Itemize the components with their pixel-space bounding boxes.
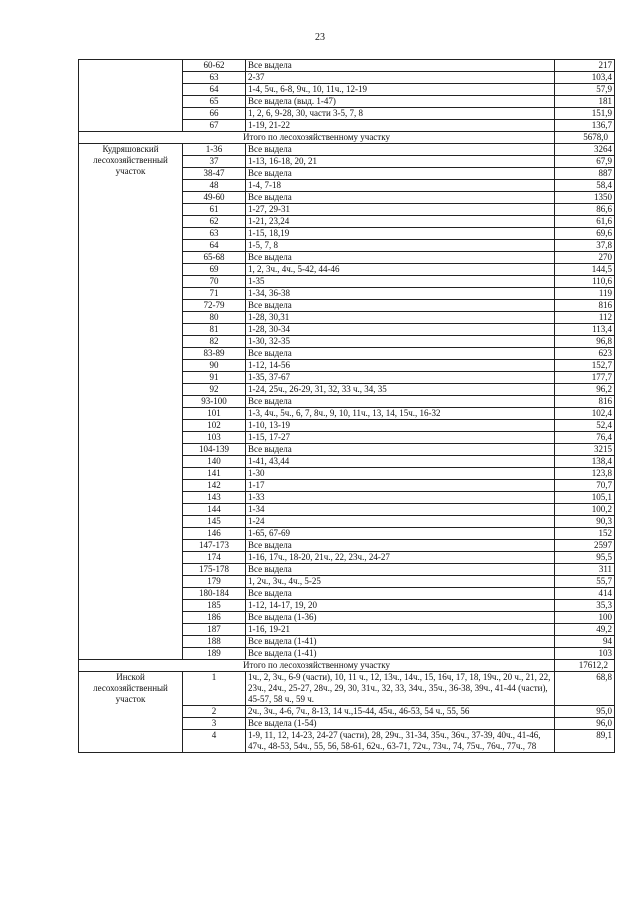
quarter-number-cell: 65-68: [183, 252, 246, 264]
allotments-cell: 1-34: [246, 504, 555, 516]
area-cell: 217: [555, 60, 615, 72]
quarter-number-cell: 1-36: [183, 144, 246, 156]
quarter-number-cell: 188: [183, 636, 246, 648]
allotments-cell: Все выдела: [246, 168, 555, 180]
area-cell: 103,4: [555, 72, 615, 84]
quarter-number-cell: 67: [183, 120, 246, 132]
table-row: [79, 672, 615, 706]
area-cell: 623: [555, 348, 615, 360]
allotments-cell: 1-12, 14-56: [246, 360, 555, 372]
quarter-number-cell: 69: [183, 264, 246, 276]
allotments-cell: 1-24, 25ч., 26-29, 31, 32, 33 ч., 34, 35: [246, 384, 555, 396]
allotments-cell: 1-35, 37-67: [246, 372, 555, 384]
allotments-cell: 1-19, 21-22: [246, 120, 555, 132]
area-cell: 61,6: [555, 216, 615, 228]
area-cell: 177,7: [555, 372, 615, 384]
area-cell: 100: [555, 612, 615, 624]
quarter-number-cell: 144: [183, 504, 246, 516]
quarter-number-cell: 61: [183, 204, 246, 216]
area-cell: 113,4: [555, 324, 615, 336]
area-cell: 55,7: [555, 576, 615, 588]
area-cell: 3215: [555, 444, 615, 456]
area-cell: 123,8: [555, 468, 615, 480]
area-cell: 105,1: [555, 492, 615, 504]
allotments-cell: Все выдела (1-54): [246, 718, 555, 730]
allotments-cell: 1-15, 17-27: [246, 432, 555, 444]
quarter-number-cell: 187: [183, 624, 246, 636]
allotments-cell: Все выдела: [246, 348, 555, 360]
quarter-number-cell: 37: [183, 156, 246, 168]
area-cell: 110,6: [555, 276, 615, 288]
quarter-number-cell: 66: [183, 108, 246, 120]
area-cell: 90,3: [555, 516, 615, 528]
table-row: [79, 144, 615, 156]
area-cell: 144,5: [555, 264, 615, 276]
quarter-number-cell: 1: [183, 672, 246, 706]
allotments-cell: 1-65, 67-69: [246, 528, 555, 540]
allotments-cell: 1-30: [246, 468, 555, 480]
subtotal-label: Итого по лесохозяйственному участку: [79, 660, 555, 672]
allotments-cell: 1-3, 4ч., 5ч., 6, 7, 8ч., 9, 10, 11ч., 13, 14, 15ч., 16-32: [246, 408, 555, 420]
area-cell: 52,4: [555, 420, 615, 432]
quarter-number-cell: 179: [183, 576, 246, 588]
allotments-cell: Все выдела: [246, 252, 555, 264]
quarter-number-cell: 101: [183, 408, 246, 420]
area-cell: 270: [555, 252, 615, 264]
subtotal-value: 17612,2: [555, 660, 615, 672]
area-cell: 112: [555, 312, 615, 324]
quarter-number-cell: 174: [183, 552, 246, 564]
allotments-cell: Все выдела: [246, 540, 555, 552]
allotments-cell: Все выдела (1-36): [246, 612, 555, 624]
table-row: [79, 60, 615, 72]
quarter-number-cell: 145: [183, 516, 246, 528]
area-cell: 119: [555, 288, 615, 300]
area-cell: 136,7: [555, 120, 615, 132]
quarter-number-cell: 70: [183, 276, 246, 288]
area-cell: 102,4: [555, 408, 615, 420]
allotments-cell: 1-41, 43,44: [246, 456, 555, 468]
allotments-cell: 1-9, 11, 12, 14-23, 24-27 (части), 28, 29ч., 31-34, 35ч., 36ч., 37-39, 40ч., 41-46, 47ч., 48-53, 54ч., 55, 56, 58-61, 62ч., 63-71, 72ч., 73ч., 74, 75ч., 76ч., 77ч., 78: [246, 730, 555, 753]
quarter-number-cell: 63: [183, 72, 246, 84]
quarter-number-cell: 3: [183, 718, 246, 730]
allotments-cell: 2-37: [246, 72, 555, 84]
area-cell: 414: [555, 588, 615, 600]
quarter-number-cell: 140: [183, 456, 246, 468]
allotments-cell: 1-16, 19-21: [246, 624, 555, 636]
subtotal-value: 5678,0: [555, 132, 615, 144]
allotments-cell: 1-17: [246, 480, 555, 492]
area-cell: 311: [555, 564, 615, 576]
area-cell: 37,8: [555, 240, 615, 252]
allotments-cell: 1-10, 13-19: [246, 420, 555, 432]
area-cell: 57,9: [555, 84, 615, 96]
area-cell: 96,0: [555, 718, 615, 730]
quarter-number-cell: 64: [183, 84, 246, 96]
quarter-number-cell: 180-184: [183, 588, 246, 600]
quarter-number-cell: 65: [183, 96, 246, 108]
area-cell: 887: [555, 168, 615, 180]
allotments-cell: 1-4, 5ч., 6-8, 9ч., 10, 11ч., 12-19: [246, 84, 555, 96]
allotments-cell: Все выдела: [246, 588, 555, 600]
quarter-number-cell: 186: [183, 612, 246, 624]
allotments-cell: 1, 2, 3ч., 4ч., 5-42, 44-46: [246, 264, 555, 276]
quarter-number-cell: 146: [183, 528, 246, 540]
allotments-cell: 1ч., 2, 3ч., 6-9 (части), 10, 11 ч., 12, 13ч., 14ч., 15, 16ч, 17, 18, 19ч., 20 ч., 21, 22, 23ч., 24ч., 25-27, 28ч., 29, 30, 31ч., 32, 33, 34ч., 35ч., 36-38, 39ч., 41-44 (части), 45-57, 58 ч., 59 ч.: [246, 672, 555, 706]
quarter-number-cell: 92: [183, 384, 246, 396]
quarter-number-cell: 189: [183, 648, 246, 660]
area-cell: 67,9: [555, 156, 615, 168]
quarter-number-cell: 141: [183, 468, 246, 480]
allotments-cell: 1-28, 30,31: [246, 312, 555, 324]
area-cell: 2597: [555, 540, 615, 552]
quarter-number-cell: 81: [183, 324, 246, 336]
allotments-cell: 1-4, 7-18: [246, 180, 555, 192]
area-cell: 35,3: [555, 600, 615, 612]
area-cell: 70,7: [555, 480, 615, 492]
quarter-number-cell: 63: [183, 228, 246, 240]
quarter-number-cell: 91: [183, 372, 246, 384]
area-cell: 49,2: [555, 624, 615, 636]
quarter-number-cell: 80: [183, 312, 246, 324]
quarter-number-cell: 71: [183, 288, 246, 300]
area-cell: 152: [555, 528, 615, 540]
allotments-cell: 1-21, 23,24: [246, 216, 555, 228]
area-cell: 69,6: [555, 228, 615, 240]
allotments-cell: 1, 2, 6, 9-28, 30, части 3-5, 7, 8: [246, 108, 555, 120]
quarter-number-cell: 83-89: [183, 348, 246, 360]
subtotal-row: [79, 132, 615, 144]
quarter-number-cell: 49-60: [183, 192, 246, 204]
quarter-number-cell: 175-178: [183, 564, 246, 576]
subtotal-label: Итого по лесохозяйственному участку: [79, 132, 555, 144]
area-cell: 95,0: [555, 706, 615, 718]
quarter-number-cell: 90: [183, 360, 246, 372]
quarter-number-cell: 104-139: [183, 444, 246, 456]
allotments-cell: Все выдела (выд. 1-47): [246, 96, 555, 108]
page-number: 23: [315, 32, 325, 43]
section-name-cell: Инской лесохозяйственный участок: [79, 672, 183, 753]
area-cell: 1350: [555, 192, 615, 204]
allotments-cell: Все выдела: [246, 144, 555, 156]
allotments-cell: 1-16, 17ч., 18-20, 21ч., 22, 23ч., 24-27: [246, 552, 555, 564]
area-cell: 76,4: [555, 432, 615, 444]
allotments-cell: Все выдела: [246, 192, 555, 204]
quarter-number-cell: 93-100: [183, 396, 246, 408]
quarter-number-cell: 142: [183, 480, 246, 492]
area-cell: 96,8: [555, 336, 615, 348]
allotments-cell: 1-35: [246, 276, 555, 288]
area-cell: 181: [555, 96, 615, 108]
area-cell: 86,6: [555, 204, 615, 216]
allotments-cell: 1-33: [246, 492, 555, 504]
allotments-cell: 1-5, 7, 8: [246, 240, 555, 252]
quarter-number-cell: 82: [183, 336, 246, 348]
quarter-number-cell: 64: [183, 240, 246, 252]
area-cell: 58,4: [555, 180, 615, 192]
allotments-cell: Все выдела: [246, 396, 555, 408]
area-cell: 152,7: [555, 360, 615, 372]
allotments-cell: Все выдела: [246, 564, 555, 576]
allotments-cell: Все выдела (1-41): [246, 636, 555, 648]
subtotal-row: [79, 660, 615, 672]
allotments-cell: 1-27, 29-31: [246, 204, 555, 216]
area-cell: 151,9: [555, 108, 615, 120]
allotments-cell: Все выдела (1-41): [246, 648, 555, 660]
quarter-number-cell: 185: [183, 600, 246, 612]
quarter-number-cell: 103: [183, 432, 246, 444]
quarter-number-cell: 4: [183, 730, 246, 753]
quarter-number-cell: 2: [183, 706, 246, 718]
area-cell: 94: [555, 636, 615, 648]
allotments-cell: 1-15, 18,19: [246, 228, 555, 240]
section-name-cell: [79, 60, 183, 132]
area-cell: 100,2: [555, 504, 615, 516]
allotments-cell: Все выдела: [246, 444, 555, 456]
area-cell: 103: [555, 648, 615, 660]
section-name-cell: Кудряшовский лесохозяйственный участок: [79, 144, 183, 660]
allotments-cell: Все выдела: [246, 60, 555, 72]
quarter-number-cell: 147-173: [183, 540, 246, 552]
quarter-number-cell: 62: [183, 216, 246, 228]
quarter-number-cell: 72-79: [183, 300, 246, 312]
area-cell: 816: [555, 300, 615, 312]
quarter-number-cell: 48: [183, 180, 246, 192]
quarter-number-cell: 102: [183, 420, 246, 432]
allotments-cell: 1-28, 30-34: [246, 324, 555, 336]
allotments-cell: 1-30, 32-35: [246, 336, 555, 348]
quarter-number-cell: 60-62: [183, 60, 246, 72]
allotments-cell: 1-12, 14-17, 19, 20: [246, 600, 555, 612]
area-cell: 95,5: [555, 552, 615, 564]
quarter-number-cell: 143: [183, 492, 246, 504]
forest-quarters-table: [78, 59, 615, 753]
area-cell: 89,1: [555, 730, 615, 753]
allotments-cell: Все выдела: [246, 300, 555, 312]
area-cell: 68,8: [555, 672, 615, 706]
area-cell: 96,2: [555, 384, 615, 396]
area-cell: 138,4: [555, 456, 615, 468]
area-cell: 816: [555, 396, 615, 408]
allotments-cell: 2ч., 3ч., 4-6, 7ч., 8-13, 14 ч.,15-44, 45ч., 46-53, 54 ч., 55, 56: [246, 706, 555, 718]
allotments-cell: 1-13, 16-18, 20, 21: [246, 156, 555, 168]
area-cell: 3264: [555, 144, 615, 156]
allotments-cell: 1-24: [246, 516, 555, 528]
allotments-cell: 1, 2ч., 3ч., 4ч., 5-25: [246, 576, 555, 588]
allotments-cell: 1-34, 36-38: [246, 288, 555, 300]
quarter-number-cell: 38-47: [183, 168, 246, 180]
